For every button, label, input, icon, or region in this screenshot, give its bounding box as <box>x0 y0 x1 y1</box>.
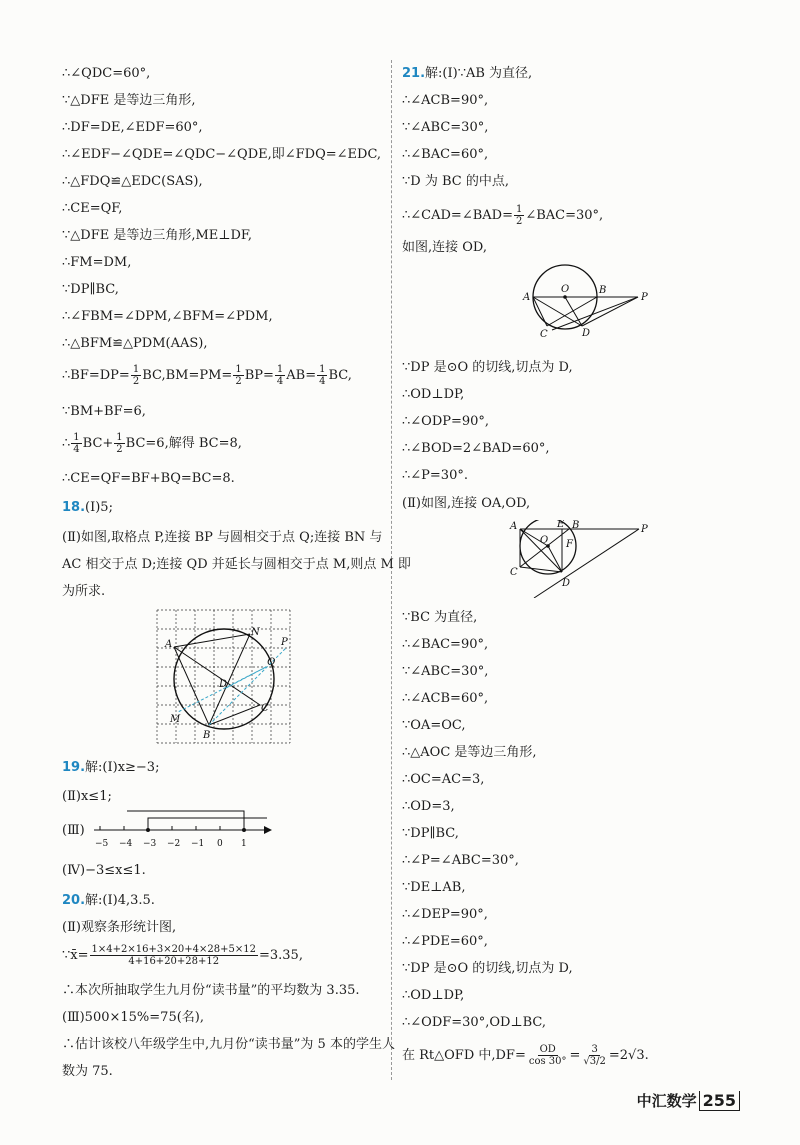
svg-text:M: M <box>170 714 181 725</box>
svg-text:F: F <box>566 539 573 550</box>
tick-label: 1 <box>241 839 247 849</box>
text-line: ∴OD=3, <box>402 799 455 814</box>
equation-line: ∴BF=DP= $\frac{1}{2}$ BC,BM=PM= $\frac{1}{2}$ BP= $\frac{1}{4}$ AB= $\frac{1}{4}$ BC, <box>62 364 352 387</box>
svg-text:O: O <box>540 535 549 546</box>
fraction: $\frac{1\times 4+2\times 16+3\times 20+4\times 28+5\times 12}{4+16+20+28+12}$ <box>91 944 256 967</box>
fraction: $\frac{1}{4}$ <box>319 364 326 387</box>
text-line: ∵DE⊥AB, <box>402 880 466 895</box>
tick-label: −5 <box>95 839 109 849</box>
page-number: 255 <box>699 1091 740 1111</box>
fraction: $\frac{1}{2}$ <box>515 204 523 227</box>
text-line: ∵DP∥BC, <box>62 282 119 297</box>
equation-line: 在 Rt△OFD 中,DF= $\frac{OD}{\cos 30^\circ}$ = $\frac{3}{√3/2}$ =2√3. <box>402 1044 649 1067</box>
fraction: $\frac{OD}{\cos 30^\circ}$ <box>528 1044 567 1067</box>
question-20: 20.解:(Ⅰ)4,3.5. <box>62 893 155 908</box>
tick-label: −1 <box>191 839 205 849</box>
equation-line: ∴ $\frac{1}{4}$ BC+ $\frac{1}{2}$ BC=6,解得 BC=8, <box>62 432 242 455</box>
tick-labels <box>95 839 247 849</box>
tick-label: −2 <box>167 839 181 849</box>
text-line: ∴∠EDF−∠QDE=∠QDC−∠QDE,即∠FDQ=∠EDC, <box>62 147 382 162</box>
text-line: AC 相交于点 D;连接 QD 并延长与圆相交于点 M,则点 M 即 <box>62 557 411 572</box>
text-line: ∵△DFE 是等边三角形, <box>62 93 196 108</box>
svg-text:A: A <box>510 521 518 532</box>
svg-text:Q: Q <box>267 657 276 668</box>
tick-label: 0 <box>217 839 223 849</box>
text-line: (Ⅳ)−3≤x≤1. <box>62 863 146 878</box>
text-line: ∵D 为 BC 的中点, <box>402 174 509 189</box>
text-line: ∴估计该校八年级学生中,九月份“读书量”为 5 本的学生人 <box>62 1037 395 1052</box>
footer-brand: 中汇数学 <box>636 1092 697 1110</box>
text-line: ∴∠BAC=60°, <box>402 147 489 162</box>
text-line: ∴∠FBM=∠DPM,∠BFM=∠PDM, <box>62 309 273 324</box>
text-line: ∴△FDQ≌△EDC(SAS), <box>62 174 203 189</box>
text-line: ∴OC=AC=3, <box>402 772 485 787</box>
text-line: ∴OD⊥DP, <box>402 387 465 402</box>
svg-text:D: D <box>582 328 591 339</box>
text-line: ∴∠PDE=60°, <box>402 934 488 949</box>
text-line: ∴∠BAC=90°, <box>402 637 489 652</box>
text-line: ∴∠P=∠ABC=30°, <box>402 853 519 868</box>
svg-text:D: D <box>562 578 571 589</box>
svg-text:P: P <box>641 524 648 535</box>
fraction: $\frac{1}{4}$ <box>276 364 284 387</box>
text-line: ∴∠QDC=60°, <box>62 66 151 81</box>
equation-line: ∴∠CAD=∠BAD= $\frac{1}{2}$ ∠BAC=30°, <box>402 204 604 227</box>
svg-text:A: A <box>165 639 173 650</box>
text-line: ∵∠ABC=30°, <box>402 120 489 135</box>
question-18: 18.(Ⅰ)5; <box>62 500 113 515</box>
number-line <box>92 806 272 852</box>
fraction: $\frac{1}{2}$ <box>116 432 123 455</box>
svg-text:D: D <box>219 679 228 690</box>
fraction: $\frac{1}{4}$ <box>73 432 80 455</box>
text-line: 为所求. <box>62 584 106 599</box>
text-line: ∴∠DEP=90°, <box>402 907 488 922</box>
text-line: ∵DP 是⊙O 的切线,切点为 D, <box>402 360 573 375</box>
text-line: ∴CE=QF=BF+BQ=BC=8. <box>62 471 235 486</box>
svg-text:B: B <box>599 285 607 296</box>
svg-text:P: P <box>281 637 288 648</box>
text-line: ∵OA=OC, <box>402 718 466 733</box>
text-line: ∴∠P=30°. <box>402 468 468 483</box>
tick-label: −4 <box>119 839 133 849</box>
text-line: ∴∠ODP=90°, <box>402 414 490 429</box>
tick-label: −3 <box>143 839 157 849</box>
text-line: ∴CE=QF, <box>62 201 123 216</box>
text-line: (Ⅲ) <box>62 823 85 838</box>
question-21: 21.解:(Ⅰ)∵AB 为直径, <box>402 66 533 81</box>
text-line: ∴OD⊥DP, <box>402 988 465 1003</box>
text-line: (Ⅲ)500×15%=75(名), <box>62 1010 204 1025</box>
fraction: $\frac{1}{2}$ <box>235 364 242 387</box>
mean-equation: ∵x̄= $\frac{1\times 4+2\times 16+3\times 20+4\times 28+5\times 12}{4+16+20+28+12}$ =3.35, <box>62 944 303 967</box>
text-line: (Ⅱ)如图,取格点 P,连接 BP 与圆相交于点 Q;连接 BN 与 <box>62 530 383 545</box>
text-line: ∴FM=DM, <box>62 255 132 270</box>
page-footer <box>637 1090 740 1111</box>
text-line: ∵BM+BF=6, <box>62 404 146 419</box>
text-line: ∴△AOC 是等边三角形, <box>402 745 537 760</box>
fraction: $\frac{3}{√3/2}$ <box>583 1044 606 1067</box>
text-line: 数为 75. <box>62 1064 113 1079</box>
text-line: ∴∠BOD=2∠BAD=60°, <box>402 441 550 456</box>
text-line: 如图,连接 OD, <box>402 240 488 255</box>
svg-text:P: P <box>641 292 648 303</box>
text-line: ∴∠ODF=30°,OD⊥BC, <box>402 1015 547 1030</box>
svg-text:N: N <box>251 627 260 638</box>
fraction: $\frac{1}{2}$ <box>132 364 140 387</box>
text-line: (Ⅱ)观察条形统计图, <box>62 920 177 935</box>
svg-text:B: B <box>203 730 211 741</box>
text-line: ∵∠ABC=30°, <box>402 664 489 679</box>
text-line: (Ⅱ)x≤1; <box>62 789 112 804</box>
text-line: ∵△DFE 是等边三角形,ME⊥DF, <box>62 228 253 243</box>
circle-figure-1 <box>520 264 650 339</box>
svg-text:B: B <box>572 520 580 531</box>
svg-text:C: C <box>510 567 518 578</box>
svg-text:C: C <box>540 329 548 339</box>
circle-figure-2 <box>504 520 652 598</box>
svg-text:E: E <box>557 520 565 530</box>
text-line: ∴∠ACB=60°, <box>402 691 489 706</box>
question-19: 19.解:(Ⅰ)x≥−3; <box>62 760 160 775</box>
svg-text:C: C <box>261 703 269 714</box>
svg-text:O: O <box>561 284 570 295</box>
text-line: ∴本次所抽取学生九月份“读书量”的平均数为 3.35. <box>62 983 360 998</box>
text-line: ∵DP 是⊙O 的切线,切点为 D, <box>402 961 573 976</box>
text-line: ∵DP∥BC, <box>402 826 459 841</box>
text-line: ∵BC 为直径, <box>402 610 478 625</box>
svg-text:A: A <box>523 292 531 303</box>
text-line: ∴∠ACB=90°, <box>402 93 489 108</box>
text-line: ∴DF=DE,∠EDF=60°, <box>62 120 203 135</box>
text-line: ∴△BFM≌△PDM(AAS), <box>62 336 208 351</box>
text-line: (Ⅱ)如图,连接 OA,OD, <box>402 496 531 511</box>
grid-circle-figure <box>154 607 304 747</box>
